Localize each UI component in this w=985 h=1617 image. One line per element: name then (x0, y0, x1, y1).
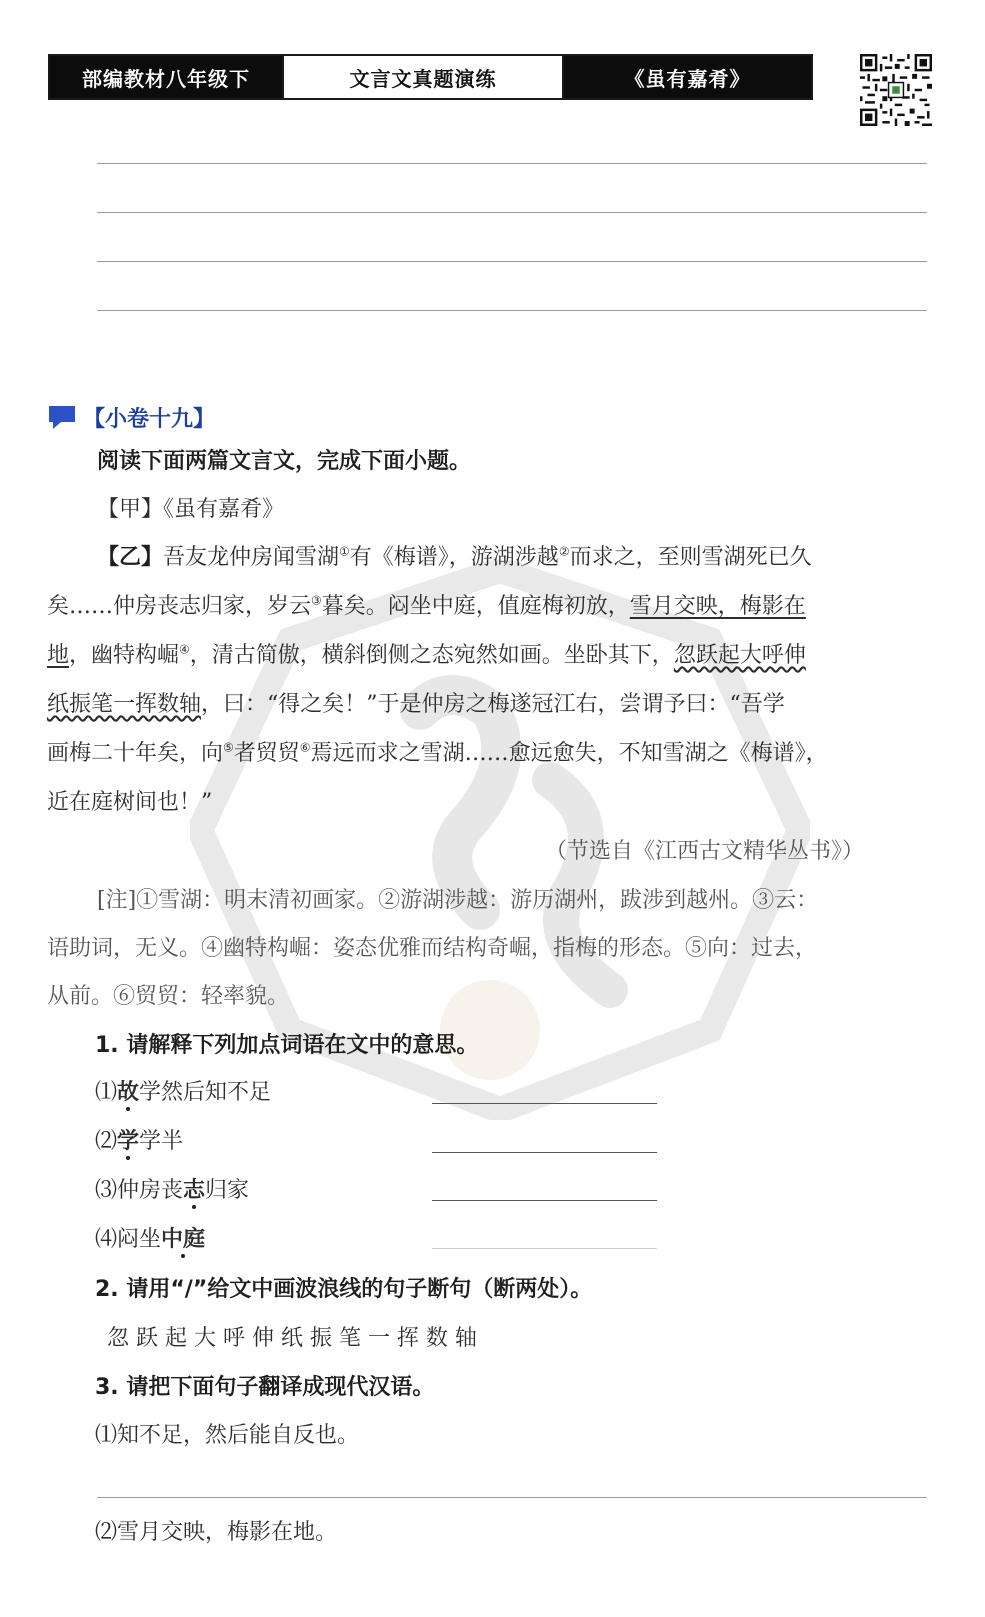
answer-blank[interactable] (432, 1248, 657, 1249)
header-lesson: 《虽有嘉肴》 (564, 56, 811, 98)
passage-yi-line: 近在庭树间也！” (47, 790, 213, 815)
passage-yi-line: 画梅二十年矣，向⑤者贸贸⑥焉远而求之雪湖……愈远愈失，不知雪湖之《梅谱》， (47, 740, 828, 766)
passage-yi-line: 【乙】吾友龙仲房闻雪湖①有《梅谱》，游湖涉越②而求之，至则雪湖死已久 (97, 544, 812, 570)
q2-sentence: 忽 跃 起 大 呼 伸 纸 振 笔 一 挥 数 轴 (107, 1326, 477, 1351)
passage-yi-line: 纸振笔一挥数轴，曰：“得之矣！”于是仲房之梅遂冠江右，尝谓予曰：“吾学 (47, 692, 785, 717)
speech-bubble-icon (47, 404, 77, 430)
answer-blank[interactable] (432, 1103, 657, 1104)
answer-blank[interactable] (432, 1200, 657, 1201)
q3-sentence-2: ⑵雪月交映，梅影在地。 (95, 1520, 338, 1545)
notes-line: 语助词，无义。④幽特构崛：姿态优雅而结构奇崛，指梅的形态。⑤向：过去， (47, 936, 818, 961)
section-title-label: 【小卷十九】 (83, 406, 216, 432)
section-title (47, 400, 215, 434)
header-topic: 文言文真题演练 (282, 56, 564, 98)
answer-blank[interactable] (432, 1152, 657, 1153)
answer-line (97, 212, 927, 213)
q1-item: ⑵学学半 (95, 1128, 184, 1154)
q1-item: ⑷闷坐中庭 (95, 1226, 206, 1252)
answer-line (97, 261, 927, 262)
passage-yi-line: 矣……仲房丧志归家，岁云③暮矣。闷坐中庭，值庭梅初放，雪月交映，梅影在 (47, 593, 806, 619)
reading-instruction: 阅读下面两篇文言文，完成下面小题。 (97, 449, 472, 474)
answer-line (97, 163, 927, 164)
passage-source: （节选自《江西古文精华丛书》） (545, 839, 865, 864)
answer-line (97, 310, 927, 311)
passage-jia: 【甲】《虽有嘉肴》 (97, 497, 285, 522)
question-2-title: 2. 请用“/”给文中画波浪线的句子断句（断两处）。 (95, 1277, 593, 1302)
notes-line: [注]①雪湖：明末清初画家。②游湖涉越：游历湖州，跋涉到越州。③云： (97, 888, 819, 913)
qr-code-icon (860, 54, 932, 126)
q1-item: ⑶仲房丧志归家 (95, 1177, 250, 1203)
question-1-title: 1. 请解释下列加点词语在文中的意思。 (95, 1033, 479, 1058)
answer-line (97, 1497, 927, 1498)
header-grade: 部编教材八年级下 (50, 56, 282, 98)
passage-yi-line: 地，幽特构崛④，清古简傲，横斜倒侧之态宛然如画。坐卧其下，忽跃起大呼伸 (47, 642, 806, 668)
q3-sentence-1: ⑴知不足，然后能自反也。 (95, 1423, 360, 1448)
header-bar (48, 54, 813, 100)
question-3-title: 3. 请把下面句子翻译成现代汉语。 (95, 1375, 435, 1400)
notes-line: 从前。⑥贸贸：轻率貌。 (47, 984, 290, 1009)
q1-item: ⑴故学然后知不足 (95, 1079, 272, 1105)
